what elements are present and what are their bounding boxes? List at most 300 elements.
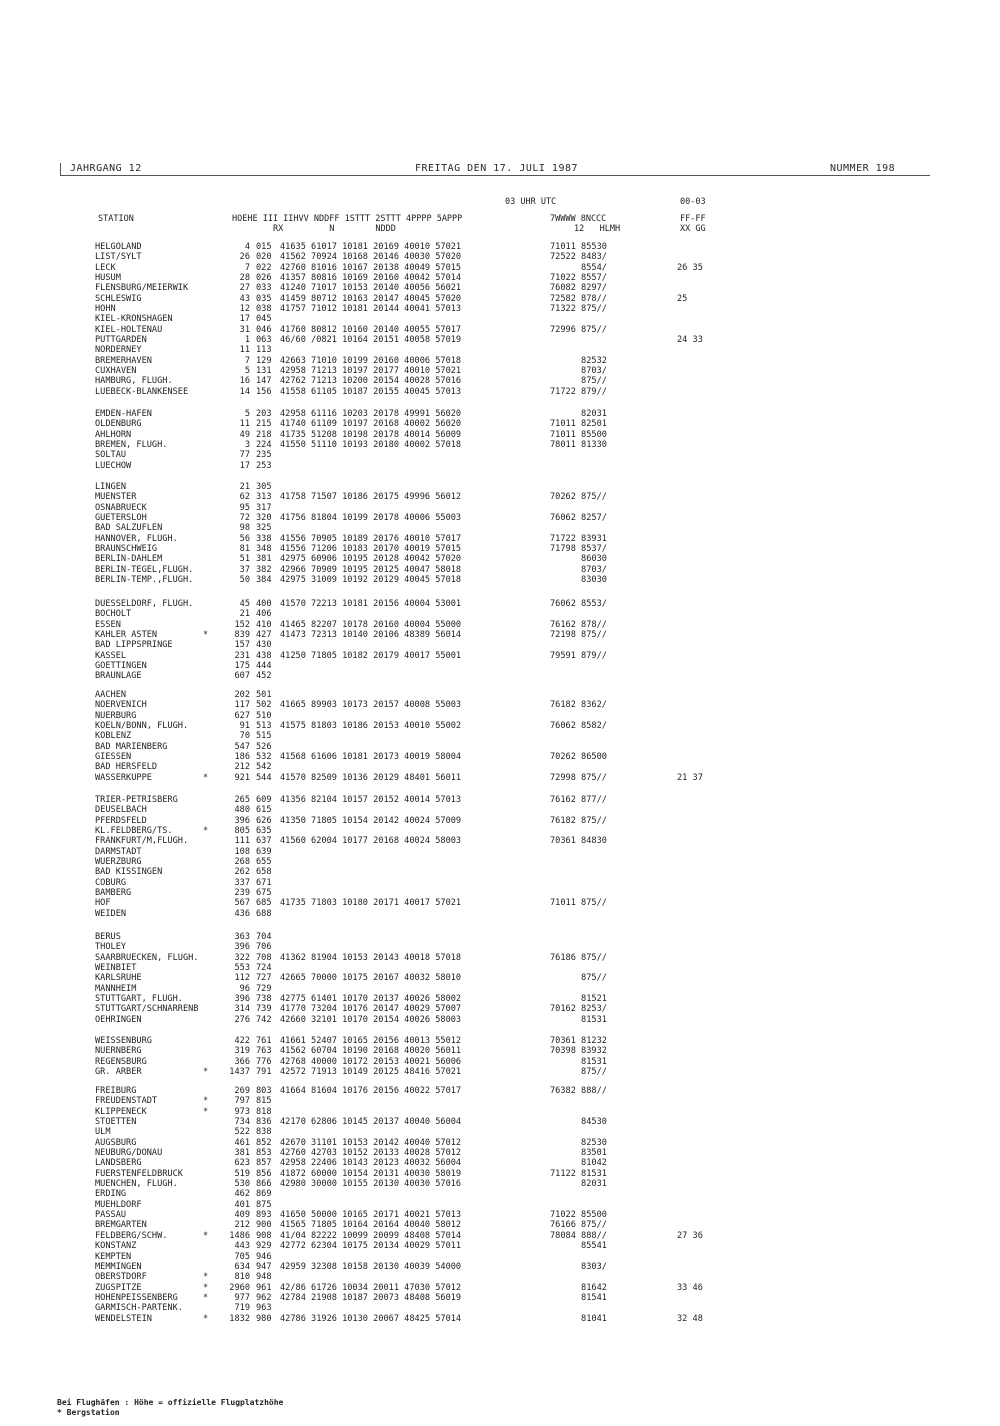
table-row [0, 440, 1000, 450]
cell-name: CUXHAVEN [95, 366, 137, 377]
cell-h: 314 [234, 1004, 250, 1015]
cell-syn: 81042 [550, 1158, 607, 1169]
cell-iii: 320 [256, 513, 272, 524]
cell-syn: 81541 [550, 1292, 607, 1303]
table-row [0, 294, 1000, 304]
table-row [0, 1220, 1000, 1230]
table-row [0, 242, 1000, 252]
cell-syn: 76062 8553/ [550, 599, 607, 609]
cell-name: OSNABRUECK [95, 502, 147, 513]
cell-iii: 626 [256, 815, 272, 826]
cell-h: 3 [244, 440, 250, 451]
table-row [0, 640, 1000, 650]
table-row [0, 450, 1000, 460]
cell-iii: 046 [256, 324, 272, 335]
cell-name: BAD HERSFELD [95, 762, 158, 773]
cell-rest: 42958 61116 10203 20178 49991 56020 [280, 409, 462, 419]
column-header-2: RX N NDDD [273, 224, 396, 234]
station-label: STATION [98, 214, 134, 224]
cell-syn: 81531 [550, 1056, 607, 1067]
table-row [0, 376, 1000, 386]
cell-syn: 78011 81330 [550, 440, 607, 451]
table-row [0, 963, 1000, 973]
cell-h: 462 [234, 1189, 250, 1200]
cell-name: AUGSBURG [95, 1137, 137, 1148]
cell-h: 56 [239, 533, 250, 544]
cell-rest: 42663 71010 10199 20160 40006 57018 [280, 355, 462, 366]
table-row [0, 1200, 1000, 1210]
station-group [0, 932, 1000, 1025]
cell-iii: 866 [256, 1179, 272, 1190]
cell-h: 152 [234, 619, 250, 630]
table-row [0, 1314, 1000, 1324]
cell-name: KEMPTEN [95, 1251, 132, 1262]
cell-iii: 776 [256, 1056, 272, 1067]
table-row [0, 888, 1000, 898]
cell-iii: 033 [256, 283, 272, 294]
cell-star: * [203, 772, 209, 783]
cell-rest: 41556 70905 10189 20176 40010 57017 [280, 533, 462, 544]
cell-syn: 76182 875// [550, 815, 607, 826]
cell-name: NOERVENICH [95, 700, 147, 711]
table-row [0, 700, 1000, 710]
cell-h: 27 [239, 283, 250, 294]
cell-iii: 317 [256, 502, 272, 513]
cell-h: 921 [234, 772, 250, 783]
cell-h: 607 [234, 671, 250, 682]
cell-syn: 82532 [550, 355, 607, 366]
cell-rest: 41565 71805 10164 20164 40040 58012 [280, 1220, 462, 1231]
cell-syn: 81041 [550, 1313, 607, 1324]
cell-h: 268 [234, 857, 250, 868]
cell-iii: 838 [256, 1127, 272, 1138]
cell-iii: 384 [256, 575, 272, 586]
cell-iii: 818 [256, 1106, 272, 1117]
cell-name: SAARBRUECKEN, FLUGH. [95, 952, 199, 963]
cell-iii: 900 [256, 1220, 272, 1231]
cell-h: 396 [234, 994, 250, 1005]
cell-syn: 71022 8557/ [550, 273, 607, 284]
table-row [0, 263, 1000, 273]
cell-name: KIEL-HOLTENAU [95, 324, 163, 335]
cell-h: 381 [234, 1148, 250, 1159]
cell-rest: 42980 30000 10155 20130 40030 57016 [280, 1179, 462, 1190]
table-row [0, 836, 1000, 846]
cell-syn: 71722 879// [550, 386, 607, 397]
cell-name: OEHRINGEN [95, 1014, 142, 1025]
cell-rest: 41872 60000 10154 20131 40030 58019 [280, 1168, 462, 1179]
cell-name: TRIER-PETRISBERG [95, 795, 178, 805]
cell-rest: 42784 21908 10187 20073 48408 56019 [280, 1292, 462, 1303]
cell-h: 705 [234, 1251, 250, 1262]
table-row [0, 661, 1000, 671]
cell-star: * [203, 826, 209, 837]
cell-iii: 852 [256, 1137, 272, 1148]
cell-rest: 42786 31926 10130 20067 48425 57014 [280, 1313, 462, 1324]
cell-name: LINGEN [95, 482, 127, 492]
cell-name: SCHLESWIG [95, 293, 142, 304]
cell-name: ZUGSPITZE [95, 1282, 142, 1293]
cell-syn: 76162 877// [550, 795, 607, 805]
cell-iii: 532 [256, 752, 272, 763]
cell-h: 366 [234, 1056, 250, 1067]
table-row [0, 671, 1000, 681]
table-row [0, 1096, 1000, 1106]
cell-rest: 42958 71213 10197 20177 40010 57021 [280, 366, 462, 377]
cell-syn: 71798 8537/ [550, 544, 607, 555]
cell-h: 719 [234, 1303, 250, 1314]
cell-name: WASSERKUPPE [95, 772, 152, 783]
cell-name: MANNHEIM [95, 983, 137, 994]
table-row [0, 283, 1000, 293]
cell-rest: 42966 70909 10195 20125 40047 58018 [280, 564, 462, 575]
table-row [0, 387, 1000, 397]
cell-name: KIEL-KRONSHAGEN [95, 314, 173, 325]
cell-h: 202 [234, 690, 250, 700]
cell-h: 11 [239, 345, 250, 356]
table-row [0, 1127, 1000, 1137]
time-header-right: 00-03 [680, 197, 706, 207]
cell-star: * [203, 1292, 209, 1303]
cell-syn: 76186 875// [550, 952, 607, 963]
cell-iii: 026 [256, 273, 272, 284]
cell-syn: 71011 85530 [550, 242, 607, 252]
table-row [0, 909, 1000, 919]
cell-name: MUENSTER [95, 492, 137, 503]
cell-iii: 513 [256, 721, 272, 732]
cell-name: BAMBERG [95, 888, 132, 899]
table-row [0, 1015, 1000, 1025]
cell-name: PUTTGARDEN [95, 335, 147, 346]
cell-iii: 035 [256, 293, 272, 304]
cell-syn: 70361 81232 [550, 1036, 607, 1046]
cell-name: WEINBIET [95, 963, 137, 974]
cell-iii: 803 [256, 1086, 272, 1096]
station-group [0, 242, 1000, 397]
table-row [0, 690, 1000, 700]
table-row [0, 609, 1000, 619]
cell-rest: 42762 71213 10200 20154 40028 57016 [280, 376, 462, 387]
cell-h: 21 [239, 482, 250, 492]
cell-rest: 41562 60704 10190 20168 40020 56011 [280, 1046, 462, 1057]
cell-name: BOCHOLT [95, 609, 132, 620]
cell-h: 45 [239, 599, 250, 609]
cell-h: 480 [234, 805, 250, 816]
cell-h: 31 [239, 324, 250, 335]
cell-name: BAD SALZUFLEN [95, 523, 163, 534]
table-row [0, 1252, 1000, 1262]
cell-iii: 410 [256, 619, 272, 630]
cell-name: LANDSBERG [95, 1158, 142, 1169]
cell-name: HOF [95, 898, 111, 909]
cell-name: FRANKFURT/M,FLUGH. [95, 836, 189, 847]
table-row [0, 630, 1000, 640]
cell-iii: 147 [256, 376, 272, 387]
cell-star: * [203, 1106, 209, 1117]
cell-iii: 671 [256, 877, 272, 888]
cell-syn: 84530 [550, 1117, 607, 1128]
cell-name: LUEBECK-BLANKENSEE [95, 386, 189, 397]
cell-rest: 41635 61017 10181 20169 40010 57021 [280, 242, 462, 252]
cell-name: BREMERHAVEN [95, 355, 152, 366]
station-group [0, 690, 1000, 783]
cell-h: 7 [244, 262, 250, 273]
cell-name: MUENCHEN, FLUGH. [95, 1179, 178, 1190]
cell-rest: 41650 50000 10165 20171 40021 57013 [280, 1210, 462, 1221]
cell-syn: 83030 [550, 575, 607, 586]
cell-syn: 72996 875// [550, 324, 607, 335]
header-nummer: NUMMER 198 [830, 163, 896, 174]
table-row [0, 1057, 1000, 1067]
cell-h: 409 [234, 1210, 250, 1221]
table-row [0, 1303, 1000, 1313]
cell-name: GIESSEN [95, 752, 132, 763]
cell-h: 522 [234, 1127, 250, 1138]
cell-iii: 637 [256, 836, 272, 847]
table-row [0, 731, 1000, 741]
cell-star: * [203, 1230, 209, 1241]
cell-syn: 76166 875// [550, 1220, 607, 1231]
cell-rest: 42975 31009 10192 20129 40045 57018 [280, 575, 462, 586]
cell-h: 62 [239, 492, 250, 503]
cell-name: DUESSELDORF, FLUGH. [95, 599, 194, 609]
cell-iii: 857 [256, 1158, 272, 1169]
cell-h: 269 [234, 1086, 250, 1096]
cell-h: 77 [239, 450, 250, 461]
cell-name: MEMMINGEN [95, 1261, 142, 1272]
station-group [0, 1086, 1000, 1324]
cell-iii: 338 [256, 533, 272, 544]
cell-rest: 42768 40000 10172 20153 40021 56006 [280, 1056, 462, 1067]
cell-syn: 76062 8582/ [550, 721, 607, 732]
cell-h: 363 [234, 932, 250, 942]
cell-iii: 452 [256, 671, 272, 682]
cell-name: FUERSTENFELDBRUCK [95, 1168, 183, 1179]
table-row [0, 430, 1000, 440]
cell-h: 1 [244, 335, 250, 346]
cell-syn: 83501 [550, 1148, 607, 1159]
cell-h: 108 [234, 846, 250, 857]
table-row [0, 366, 1000, 376]
cell-rest: 41570 82509 10136 20129 48401 56011 [280, 772, 462, 783]
cell-rest: 41735 51208 10198 20178 40014 56009 [280, 429, 462, 440]
cell-h: 634 [234, 1261, 250, 1272]
station-group [0, 409, 1000, 471]
cell-iii: 131 [256, 366, 272, 377]
cell-syn: 70361 84830 [550, 836, 607, 847]
column-header-4: 12 HLMH [574, 224, 621, 234]
cell-rest: 41250 71805 10182 20179 40017 55001 [280, 650, 462, 661]
table-row [0, 1046, 1000, 1056]
cell-name: LIST/SYLT [95, 252, 142, 263]
cell-iii: 761 [256, 1036, 272, 1046]
cell-iii: 427 [256, 630, 272, 641]
cell-h: 553 [234, 963, 250, 974]
cell-h: 72 [239, 513, 250, 524]
cell-name: KOELN/BONN, FLUGH. [95, 721, 189, 732]
cell-h: 547 [234, 741, 250, 752]
cell-h: 11 [239, 419, 250, 430]
cell-iii: 313 [256, 492, 272, 503]
cell-iii: 685 [256, 898, 272, 909]
table-row [0, 1262, 1000, 1272]
cell-name: PASSAU [95, 1210, 127, 1221]
cell-name: NUERNBERG [95, 1046, 142, 1057]
table-row [0, 252, 1000, 262]
cell-syn: 72522 8483/ [550, 252, 607, 263]
cell-name: KASSEL [95, 650, 127, 661]
cell-iii: 688 [256, 908, 272, 919]
cell-syn: 81521 [550, 994, 607, 1005]
cell-h: 43 [239, 293, 250, 304]
cell-name: KL.FELDBERG/TS. [95, 826, 173, 837]
cell-rest: 42/86 61726 10034 20011 47030 57012 [280, 1282, 462, 1293]
cell-iii: 022 [256, 262, 272, 273]
cell-iii: 963 [256, 1303, 272, 1314]
cell-h: 98 [239, 523, 250, 534]
cell-h: 231 [234, 650, 250, 661]
cell-rest: 41758 71507 10186 20175 49996 56012 [280, 492, 462, 503]
cell-iii: 639 [256, 846, 272, 857]
cell-iii: 444 [256, 661, 272, 672]
header-left-border [60, 163, 61, 175]
table-row [0, 1179, 1000, 1189]
table-row [0, 711, 1000, 721]
table-row [0, 503, 1000, 513]
cell-iii: 739 [256, 1004, 272, 1015]
cell-rest: 42775 61401 10170 20137 40026 58002 [280, 994, 462, 1005]
cell-name: KONSTANZ [95, 1241, 137, 1252]
cell-cl: 32 48 [677, 1313, 703, 1324]
cell-iii: 738 [256, 994, 272, 1005]
table-row [0, 1148, 1000, 1158]
table-row [0, 994, 1000, 1004]
cell-rest: 42772 62304 10175 20134 40029 57011 [280, 1241, 462, 1252]
cell-iii: 253 [256, 460, 272, 471]
table-row [0, 304, 1000, 314]
cell-syn: 72998 875// [550, 772, 607, 783]
table-row [0, 325, 1000, 335]
cell-syn: 70398 83932 [550, 1046, 607, 1057]
cell-name: SOLTAU [95, 450, 127, 461]
cell-syn: 8303/ [550, 1261, 607, 1272]
cell-name: REGENSBURG [95, 1056, 147, 1067]
cell-syn: 76062 8257/ [550, 513, 607, 524]
cell-h: 17 [239, 460, 250, 471]
cell-name: BERUS [95, 932, 121, 942]
cell-iii: 962 [256, 1292, 272, 1303]
table-row [0, 1189, 1000, 1199]
cell-iii: 430 [256, 640, 272, 651]
cell-iii: 675 [256, 888, 272, 899]
cell-h: 567 [234, 898, 250, 909]
cell-h: 461 [234, 1137, 250, 1148]
cell-name: HANNOVER, FLUGH. [95, 533, 178, 544]
cell-name: GARMISCH-PARTENK. [95, 1303, 183, 1314]
cell-h: 627 [234, 710, 250, 721]
cell-name: BRAUNSCHWEIG [95, 544, 158, 555]
cell-name: ULM [95, 1127, 111, 1138]
table-row [0, 575, 1000, 585]
cell-syn: 70162 8253/ [550, 1004, 607, 1015]
cell-name: AHLHORN [95, 429, 132, 440]
cell-name: GR. ARBER [95, 1067, 142, 1078]
table-row [0, 795, 1000, 805]
cell-h: 5 [244, 409, 250, 419]
cell-star: * [203, 1313, 209, 1324]
cell-name: ESSEN [95, 619, 121, 630]
cell-h: 443 [234, 1241, 250, 1252]
cell-h: 14 [239, 386, 250, 397]
cell-h: 95 [239, 502, 250, 513]
cell-syn: 71022 85500 [550, 1210, 607, 1221]
cell-rest: 41760 80812 10160 20140 40055 57017 [280, 324, 462, 335]
cell-name: HOHN [95, 304, 116, 315]
cell-iii: 501 [256, 690, 272, 700]
table-row [0, 942, 1000, 952]
table-row [0, 816, 1000, 826]
cell-rest: 42959 32308 10158 20130 40039 54000 [280, 1261, 462, 1272]
cell-iii: 853 [256, 1148, 272, 1159]
table-row [0, 953, 1000, 963]
station-group [0, 599, 1000, 682]
cell-syn: 8703/ [550, 564, 607, 575]
cell-h: 17 [239, 314, 250, 325]
header-rule [60, 175, 930, 176]
cell-iii: 020 [256, 252, 272, 263]
cell-iii: 063 [256, 335, 272, 346]
table-row [0, 773, 1000, 783]
table-row [0, 620, 1000, 630]
cell-iii: 542 [256, 762, 272, 773]
cell-name: KARLSRUHE [95, 973, 142, 984]
station-group [0, 795, 1000, 919]
table-row [0, 1231, 1000, 1241]
cell-syn: 82530 [550, 1137, 607, 1148]
cell-h: 51 [239, 554, 250, 565]
cell-name: OLDENBURG [95, 419, 142, 430]
cell-rest: 41661 52407 10165 20156 40013 55012 [280, 1036, 462, 1046]
cell-h: 276 [234, 1014, 250, 1025]
cell-rest: 42958 22406 10143 20123 40032 56004 [280, 1158, 462, 1169]
cell-h: 212 [234, 762, 250, 773]
cell-name: LECK [95, 262, 116, 273]
table-row [0, 599, 1000, 609]
cell-name: BREMGARTEN [95, 1220, 147, 1231]
cell-iii: 908 [256, 1230, 272, 1241]
cell-name: WENDELSTEIN [95, 1313, 152, 1324]
cell-cl: 33 46 [677, 1282, 703, 1293]
cell-rest: 41757 71012 10181 20144 40041 57013 [280, 304, 462, 315]
cell-h: 265 [234, 795, 250, 805]
cell-h: 977 [234, 1292, 250, 1303]
cell-syn: 82031 [550, 409, 607, 419]
cell-name: KOBLENZ [95, 731, 132, 742]
cell-syn: 71011 82501 [550, 419, 607, 430]
cell-iii: 438 [256, 650, 272, 661]
cell-star: * [203, 1096, 209, 1107]
cell-name: BAD LIPPSPRINGE [95, 640, 173, 651]
table-row [0, 742, 1000, 752]
cell-name: NUERBURG [95, 710, 137, 721]
table-row [0, 273, 1000, 283]
table-row [0, 544, 1000, 554]
cell-iii: 215 [256, 419, 272, 430]
cell-rest: 41240 71017 10153 20140 40056 56021 [280, 283, 462, 294]
cell-iii: 615 [256, 805, 272, 816]
table-row [0, 826, 1000, 836]
cell-iii: 815 [256, 1096, 272, 1107]
